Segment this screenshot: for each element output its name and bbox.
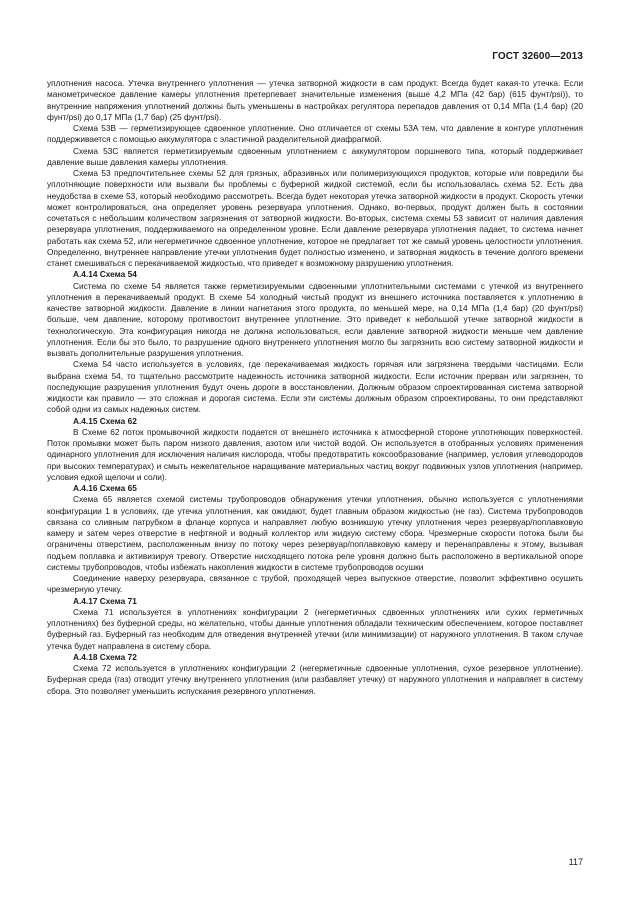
section-heading: А.4.17 Схема 71 bbox=[73, 595, 137, 606]
section-heading: А.4.15 Схема 62 bbox=[73, 415, 137, 426]
body-paragraph: уплотнения насоса. Утечка внутреннего уплотнения — утечка затворной жидкости в сам продукт. Всегда будет какая-то утечка. Если манометрическое давление камеры уплотнения претерпевает значительные изменения (выше 4,2 МПа (42 бар) (615 фунт/psi)), то внутренние напряжения уплотнений должны быть уменьшены в настройках регулятора перепадов давления от 0,14 МПа (1,4 бар) (20 фунт/psi) до 0,17 МПа (1,7 бар) (25 фунт/psi). bbox=[47, 78, 583, 122]
section-heading: А.4.14 Схема 54 bbox=[73, 269, 137, 280]
body-paragraph: Схема 71 используется в уплотнениях конфигурации 2 (негерметичных сдвоенных уплотнениях или сухих герметичных уплотнениях) без буферной среды, но желательно, чтобы данные уплотнения обладали техническим обеспечением, которое поставляет буферный газ. Буферный газ необходим для отведения внутренней утечки (или минимизации) от наружного уплотнения. В таком случае утечка будет направлена в систему сбора. bbox=[47, 606, 583, 651]
body-paragraph: Схема 53C является герметизируемым сдвоенным уплотнением с аккумулятором поршневого типа, который поддерживает давление выше давления камеры уплотнения. bbox=[47, 145, 583, 167]
body-paragraph: Схема 65 является схемой системы трубопроводов обнаружения утечки уплотнения, обычно используется с уплотнениями конфигурации 1 в условиях, где утечка уплотнения, как ожидают, будет главным образом жидкостью (не газ). Система трубопроводов связана со сливным патрубком в фланце корпуса и направляет любую возникшую утечку уплотнения через резервуар/поплавковую камеру и затем через отверстие в нефтяной и водный коллектор или жидкую систему сбора. Чрезмерные скорости потока были бы ограничены отверстием, расположенным внизу по потоку через резервуар/поплавковую камеру и перенаправлены к этому, вызывая подъем поплавка и активизируя тревогу. Отверстие нисходящего потока реле уровня должно быть расположено в вертикальной опоре системы трубопроводов, чтобы избежать накопления жидкости в системе трубопроводов осушки bbox=[47, 494, 583, 572]
body-paragraph: Система по схеме 54 является также герметизируемыми сдвоенными уплотнительными системами с утечкой из внутреннего уплотнения в перекачиваемый продукт. В схеме 54 холодный чистый продукт из внешнего источника поставляется к уплотнению в качестве затворной жидкости. Давление в линии нагнетания этого продукта, по меньшей мере, на 0,14 МПа (1,4 бар) (20 фунт/psi) больше, чем давление, которому противостоит внутреннее уплотнение. Это приведет к небольшой утечке затворной жидкости в технологическую. Эта конфигурация никогда не должна использоваться, если давление затворной жидкости меньше чем давление уплотнения. Если бы это было, то разрушение одного внутреннего уплотнения могло бы загрязнить всю систему затворной жидкости и вызвать дополнительные разрушения уплотнения. bbox=[47, 280, 583, 358]
body-paragraph: Схема 54 часто используется в условиях, где перекачиваемая жидкость горячая или загрязнена твердыми частицами. Если выбрана схема 54, то тщательно рассмотрите надежность источника затворной жидкости. Если источник прерван или загрязнен, то последующие разрушения уплотнения будут очень дороги в восстановлении. Должным образом спроектированная система затворной жидкости как правило — это сложная и дорогая система. Если эти системы должным образом спроектированы, то они представляют собой одни из самых надежных систем. bbox=[47, 359, 583, 415]
body-paragraph: Соединение наверху резервуара, связанное с трубой, проходящей через выпускное отверстие, позволит эффективно осушить чрезмерную утечку. bbox=[47, 573, 583, 595]
document-body bbox=[47, 78, 583, 697]
body-paragraph: Схема 53B — герметизирующее сдвоенное уплотнение. Оно отличается от схемы 53A тем, что давление в контуре уплотнения поддерживается с помощью аккумулятора с эластичной разделительной диафрагмой. bbox=[47, 123, 583, 145]
section-heading: А.4.16 Схема 65 bbox=[73, 483, 137, 493]
page-number: 117 bbox=[568, 857, 583, 867]
document-standard-id: ГОСТ 32600—2013 bbox=[492, 51, 583, 62]
body-paragraph: Схема 72 используется в уплотнениях конфигурации 2 (негерметичные сдвоенные уплотнения, сухое резервное уплотнение). Буферная среда (газ) отводит утечку внутреннего уплотнения (или разбавляет утечку) от наружного уплотнения и направляет в систему сбора. Это позволяет уменьшить испускания резервного уплотнения. bbox=[47, 663, 583, 696]
body-paragraph: В Схеме 62 поток промывочной жидкости подается от внешнего источника к атмосферной стороне уплотняющих поверхностей. Поток промывки может быть паром низкого давления, азотом или чистой водой. Он используется в отобранных условиях применения одинарного уплотнения для исключения наличия кислорода, чтобы предотвратить коксообразование (например, условия углеводородов при высоких температурах) и смыть нежелательное наращивание материальных частиц вокруг подвижных узлов уплотнения (например, условия едкой щелочи и соли). bbox=[47, 426, 583, 482]
body-paragraph: Схема 53 предпочтительнее схемы 52 для грязных, абразивных или полимеризующихся продуктов, которые или повредили бы уплотняющие поверхности или вызвали бы проблемы с буферной жидкой системой, если бы использовалась схема 52. Есть два неудобства в схеме 53, который необходимо рассмотреть. Всегда будет некоторая утечка затворной жидкости в продукт. Скорость утечки может контролироваться, она определяет уровень резервуара уплотнения. Однако, во-первых, продукт должен быть в состоянии сочетаться с небольшим количеством загрязнения от затворной жидкости. Во-вторых, система схемы 53 зависит от наличия давления резервуара уплотнения, поддерживаемого на определенном уровне. Если давление резервуара уплотнения падает, то система начнет работать как схема 52, или негерметичное сдвоенное уплотнение, которое не предлагает тот же самый уровень целостности уплотнения. Определенно, внутреннее направление утечки уплотнения будет полностью изменено, и затворная жидкость в течение долгого времени станет смешиваться с перекачиваемой жидкостью, что приведет к возможному разрушению уплотнения. bbox=[47, 168, 583, 268]
section-heading: А.4.18 Схема 72 bbox=[73, 651, 137, 662]
